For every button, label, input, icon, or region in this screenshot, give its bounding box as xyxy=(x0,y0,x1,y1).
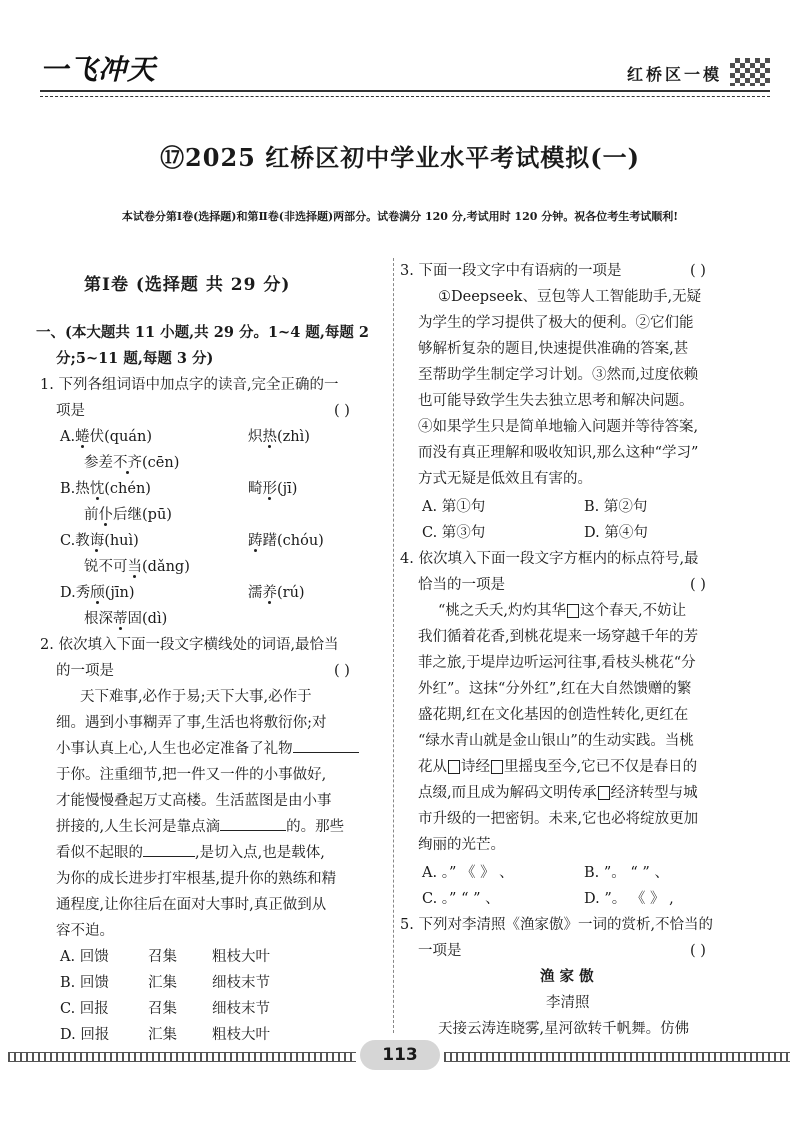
passage-text: “桃之夭夭,灼灼其华 xyxy=(438,603,567,619)
dotted-char: 形 xyxy=(262,481,277,497)
option-word: 粗枝大叶 xyxy=(212,1027,270,1043)
pinyin-text: 后继(pū) xyxy=(113,507,172,523)
q4-stem-1: 4. 依次填入下面一段文字方框内的标点符号,最 xyxy=(400,551,699,567)
q4-stem-2: 恰当的一项是 xyxy=(418,577,505,593)
word-part: 参差 xyxy=(84,455,113,471)
option-label: C. xyxy=(60,533,76,549)
part-instructions-1: 一、(本大题共 11 小题,共 29 分。1~4 题,每题 2 xyxy=(36,324,370,341)
q4-option-c[interactable]: C. 。” “ ” 、 xyxy=(422,891,500,907)
passage-text: 的。那些 xyxy=(286,819,345,835)
option-label: D. xyxy=(60,585,76,601)
option-label: D. 回报 xyxy=(60,1027,110,1043)
page-title: ⑰2025 红桥区初中学业水平考试模拟(一) xyxy=(160,143,640,172)
dotted-char: 仆 xyxy=(98,507,113,523)
q3-passage-line: 而没有真正理解和吸收知识,那么这种“学习” xyxy=(418,445,699,461)
dotted-char: 蜷 xyxy=(75,429,90,445)
q4-passage-line: 我们循着花香,到桃花堤来一场穿越千年的芳 xyxy=(418,629,699,645)
dotted-char: 养 xyxy=(262,585,277,601)
q2-passage-line: 才能慢慢叠起万丈高楼。生活蓝图是由小事 xyxy=(56,793,332,809)
q2-option-c[interactable] xyxy=(60,996,270,1022)
q4-answer-bracket: ( ) xyxy=(690,577,706,593)
passage-text: 这个春天,不妨让 xyxy=(580,603,687,619)
punct-box-2[interactable] xyxy=(448,760,460,774)
q1-answer-bracket: ( ) xyxy=(334,403,350,419)
passage-text: 花从 xyxy=(418,759,447,775)
q1-option-a-word2 xyxy=(248,424,310,450)
dotted-char: 踌 xyxy=(248,533,263,549)
q4-passage-line: “绿水青山就是金山银山”的生动实践。当桃 xyxy=(418,733,694,749)
q4-option-b[interactable]: B. ”。 “ ” 、 xyxy=(584,865,669,881)
word-part: 炽 xyxy=(248,429,263,445)
q4-passage-line: 市升级的一把密钥。未来,它也必将绽放更加 xyxy=(418,811,699,827)
word-part: 濡 xyxy=(248,585,263,601)
q2-passage-line: 细。遇到小事糊弄了事,生活也将敷衍你;对 xyxy=(56,715,327,731)
q1-option-d-word3 xyxy=(84,606,167,632)
dotted-char: 当 xyxy=(127,559,142,575)
word-part: 畸 xyxy=(248,481,263,497)
q3-passage-line: 也可能导致学生失去独立思考和解决问题。 xyxy=(418,393,694,409)
option-word: 召集 xyxy=(148,1001,177,1017)
pinyin-text: (dǎng) xyxy=(142,559,190,575)
q3-passage-line: ④如果学生只是简单地输入问题并等待答案, xyxy=(418,419,699,435)
q2-passage-line: 通程度,让你往后在面对大事时,真正做到从 xyxy=(56,897,327,913)
pinyin-text: (jī) xyxy=(277,481,298,497)
q1-option-a-word1 xyxy=(60,424,152,450)
q3-option-c[interactable]: C. 第③句 xyxy=(422,525,486,541)
punct-box-4[interactable] xyxy=(598,786,610,800)
q1-option-b-word3 xyxy=(84,502,172,528)
q2-option-b[interactable] xyxy=(60,970,270,996)
option-word: 细枝末节 xyxy=(212,1001,270,1017)
q4-passage-line xyxy=(438,598,686,624)
word-part: 锐不可 xyxy=(84,559,128,575)
dotted-char: 热 xyxy=(262,429,277,445)
q3-answer-bracket: ( ) xyxy=(690,263,706,279)
q5-stem-2: 一项是 xyxy=(418,943,462,959)
option-word: 汇集 xyxy=(148,1027,177,1043)
pinyin-text: (cēn) xyxy=(142,455,180,471)
q2-passage-line: 为你的成长进步打牢根基,提升你的熟练和精 xyxy=(56,871,337,887)
word-part: 前 xyxy=(84,507,99,523)
option-word: 细枝末节 xyxy=(212,975,270,991)
passage-text: 点缀,而且成为解码文明传承 xyxy=(418,785,597,801)
passage-text: 经济转型与城 xyxy=(610,785,698,801)
pinyin-text: (zhì) xyxy=(277,429,310,445)
q1-option-a-word3 xyxy=(84,450,179,476)
dotted-char: 诲 xyxy=(89,533,105,549)
q4-passage-line: 盛花期,红在文化基因的创造性转化,更红在 xyxy=(418,707,689,723)
poem-title: 渔 家 傲 xyxy=(540,968,594,985)
q3-option-a[interactable]: A. 第①句 xyxy=(422,499,486,515)
q1-option-d-word2 xyxy=(248,580,305,606)
passage-text: 小事认真上心,人生也必定准备了礼物 xyxy=(56,741,293,757)
pinyin-text: (chén) xyxy=(104,481,151,497)
option-word: 汇集 xyxy=(148,975,177,991)
q1-stem-1: 1. 下列各组词语中加点字的读音,完全正确的一 xyxy=(40,377,339,393)
q4-passage-line: 外红”。这抹“分外红”,红在大自然馈赠的繁 xyxy=(418,681,692,697)
q1-option-c-word2 xyxy=(248,528,324,554)
pinyin-text: (huì) xyxy=(104,533,139,549)
left-column xyxy=(36,0,388,1043)
word-part: 教 xyxy=(75,533,90,549)
pinyin-text: 伏(quán) xyxy=(89,429,153,445)
q3-passage-line: 为学生的学习提供了极大的便利。②它们能 xyxy=(418,315,694,331)
right-column xyxy=(400,0,772,1040)
q3-passage-line: 至帮助学生制定学习计划。③然而,过度依赖 xyxy=(418,367,699,383)
pinyin-text: 固(dì) xyxy=(127,611,168,627)
q1-option-b-word1 xyxy=(60,476,151,502)
passage-text: 诗经 xyxy=(461,759,490,775)
q2-passage-line: 容不迫。 xyxy=(56,923,114,939)
q5-answer-bracket: ( ) xyxy=(690,943,706,959)
footer-band-right xyxy=(444,1052,790,1062)
page-number: 113 xyxy=(360,1040,440,1070)
q3-option-b[interactable]: B. 第②句 xyxy=(584,499,648,515)
q1-stem-2: 项是 xyxy=(56,403,85,419)
exam-notice: 本试卷分第Ⅰ卷(选择题)和第Ⅱ卷(非选择题)两部分。试卷满分 120 分,考试用时 120 分钟。祝各位考生考试顺利! xyxy=(121,210,679,223)
word-part: 根深 xyxy=(84,611,113,627)
q2-passage-line: 天下难事,必作于易;天下大事,必作于 xyxy=(80,689,312,705)
punct-box-3[interactable] xyxy=(491,760,503,774)
dotted-char: 颀 xyxy=(90,585,105,601)
q4-option-a[interactable]: A. 。” 《 》 、 xyxy=(422,865,514,881)
dotted-char: 不齐 xyxy=(113,455,142,471)
q4-passage-line: 菲之旅,于堤岸边听运河往事,看枝头桃花“分 xyxy=(418,655,696,671)
footer-band-left xyxy=(8,1052,356,1062)
pinyin-text: 躇(chóu) xyxy=(262,533,324,549)
q2-passage-line xyxy=(56,736,359,762)
option-label: B. xyxy=(60,481,76,497)
q3-stem: 3. 下面一段文字中有语病的一项是 xyxy=(400,263,622,279)
option-label: A. xyxy=(60,429,76,445)
series-label: 红桥区一模 xyxy=(626,65,722,84)
passage-text: ,是切入点,也是载体, xyxy=(195,845,325,861)
option-label: A. 回馈 xyxy=(60,949,109,965)
option-word: 粗枝大叶 xyxy=(212,949,270,965)
q2-answer-bracket: ( ) xyxy=(334,663,350,679)
q1-option-c-word3 xyxy=(84,554,190,580)
q4-passage-line xyxy=(418,780,698,806)
word-part: 秀 xyxy=(75,585,91,601)
passage-text: 里摇曳至今,它已不仅是春日的 xyxy=(504,759,698,775)
q2-option-a[interactable] xyxy=(60,944,270,970)
dotted-char: 忱 xyxy=(89,481,105,497)
poem-author: 李清照 xyxy=(546,995,590,1011)
q2-stem-2: 的一项是 xyxy=(56,663,114,679)
q2-stem-1: 2. 依次填入下面一段文字横线处的词语,最恰当 xyxy=(40,637,339,653)
fill-blank-1[interactable] xyxy=(293,738,359,753)
section-title: 第Ⅰ卷 (选择题 共 29 分) xyxy=(84,275,291,295)
q1-option-d-word1 xyxy=(60,580,135,606)
q3-passage-line: 方式无疑是低效且有害的。 xyxy=(418,471,592,487)
column-divider xyxy=(393,258,394,1033)
q4-passage-line: 绚丽的光芒。 xyxy=(418,837,505,853)
brand-logo: 一飞冲天 xyxy=(40,53,157,86)
option-word: 召集 xyxy=(148,949,177,965)
option-label: B. 回馈 xyxy=(60,975,109,991)
punct-box-1[interactable] xyxy=(567,604,579,618)
q3-passage-line: ①Deepseek、豆包等人工智能助手,无疑 xyxy=(438,289,702,305)
q2-passage-line: 于你。注重细节,把一件又一件的小事做好, xyxy=(56,767,327,783)
option-label: C. 回报 xyxy=(60,1001,109,1017)
passage-text: 看似不起眼的 xyxy=(56,845,143,861)
q1-option-b-word2 xyxy=(248,476,297,502)
q4-passage-line xyxy=(418,754,697,780)
q3-passage-line: 够解析复杂的题目,快速提供准确的答案,甚 xyxy=(418,341,689,357)
part-instructions-2: 分;5~11 题,每题 3 分) xyxy=(56,350,214,367)
q1-option-c-word1 xyxy=(60,528,139,554)
passage-text: 拼接的,人生长河是靠点滴 xyxy=(56,819,221,835)
q5-stem-1: 5. 下列对李清照《渔家傲》一词的赏析,不恰当的 xyxy=(400,917,714,933)
q4-option-d[interactable]: D. ”。 《 》 , xyxy=(584,891,674,907)
pinyin-text: (rú) xyxy=(277,585,305,601)
page-footer xyxy=(0,1040,800,1072)
poem-line: 天接云涛连晓雾,星河欲转千帆舞。仿佛 xyxy=(438,1021,690,1037)
q2-passage-line xyxy=(56,814,344,840)
word-part: 热 xyxy=(75,481,90,497)
fill-blank-3[interactable] xyxy=(143,842,195,857)
pinyin-text: (jīn) xyxy=(104,585,135,601)
q2-passage-line xyxy=(56,840,325,866)
fill-blank-2[interactable] xyxy=(220,816,286,831)
dotted-char: 蒂 xyxy=(113,611,128,627)
q3-option-d[interactable]: D. 第④句 xyxy=(584,525,648,541)
